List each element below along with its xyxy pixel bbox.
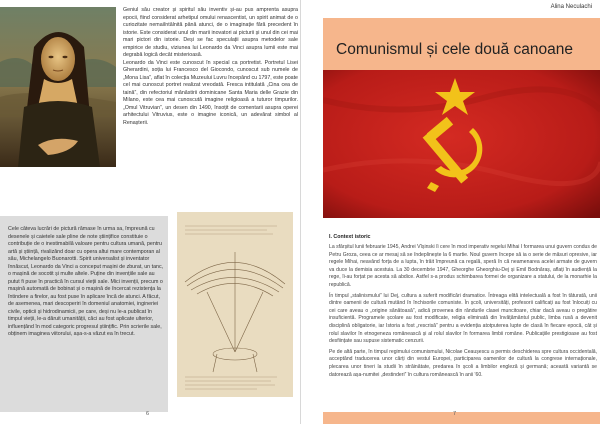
soviet-flag-image xyxy=(323,70,600,218)
page-number-right: 7 xyxy=(453,411,457,417)
right-page xyxy=(300,0,600,424)
bottom-accent-strip xyxy=(323,412,600,424)
flying-machine-sketch xyxy=(177,212,293,397)
intro-paragraph-2: Leonardo da Vinci este cunoscut în special ca portretist. Portretul Lisei Gherardini, soția lui Francesco del Giocondo, cunoscut sub numele de „Mona Lisa”, aflat în colecția Muzeului Luvru începând cu 1797, este poate cel mai cunoscut portret realizat vreodată. Fresca intitulată „Cina cea de taină”, din refectoriul mănăstirii dominicane Santa Maria delle Grazie din Milano, este cea mai cunoscută imagine religioasă a tuturor timpurilor. „Omul Vitruvian”, un desen din 1490, însoțit de comentarii asupra operei arhitectului Vitruvius, este o imagine iconică, un adevărat simbol al Renașterii. xyxy=(123,59,298,126)
intro-text xyxy=(123,7,298,127)
body-paragraph-2: În timpul „stalinismului” lui Dej, cultura a suferit modificări dramatice. Întreaga elită intelectuală a fost în tăturată, unii dintre oamenii de cultură mutând în închisorile comuniste. În școli, universități, profesorii calificați au fost înlocuiți cu cei care aveau o „origine sănătoasă”, adică provenea din rândurile clasei muncitoare, chiar dacă aveau o pregătire insuficientă. Programele școlare au fost modificate, religia eliminată din învățământul public, limba rusă a devenit disciplină obligatorie, iar Istoria a fost „rescrisă” pentru a evidenția atotputerea lupte de clasă în fiecare epocă, cât și rolul slavilor în etnogeneza românească și al rolul slavilor în formarea limbii române. Publicațiile prestigioase au fost desființate sau supuse sistematic cenzurii. xyxy=(329,292,597,345)
body-paragraph-1: La sfârșitul lunii februarie 1945, Andrei Vîșinski îi cere în mod imperativ regelui Mihai I formarea unui guvern condus de Petru Groza, ceea ce ar mesaj să se îndeplinește la 6 martie. Noul guvern începe să ia o serie de măsuri opresive, iar regele Mihai, neavând forța de a lupta, în trăit împreună ca regală, speră în că neamenarea acelei armate de guvern va duce la demisia acestuia. La 30 decembrie 1947, Gheorghe Gheorghiu-Dej și Emil Bodnăraș, aflați în audiență la rege, îi-au forțat pe acesta să abdice. Astfel s-a produs schimbarea formei de organizare a statului, de la monarhie la republică. xyxy=(329,244,597,288)
gray-box-text: Cele câteva lucrări de pictură rămase în urma sa, împreună cu desenele și caietele sale pline de note științifice constituie o contribuție de o inestimabilă valoare pentru cultura umană, pentru artă și știință, rivalizând doar cu opera altui mare contemporan al său, Michelangelo Buonarotti. Spirit universalist și inventator înnăscut, Leonardo da Vinci a conceput mașini de zburat, un tanc, o mașină de socotit și multe altele. Puține din invențiile sale au putut fi puse în practică în cursul vieții sale. Mici invenții, precum o mașină automată de bobinat și o mașină de încercat rezistența la întindere a firelor, au fost puse în aplicare încă de atunci. A făcut, de asemenea, mari descoperiri în domeniul anatomiei, ingineriei civile, opticii și hidrodinamicii, pe care, deși nu le-a publicat în timpul vieții, le-a dăruit umanității, căci au fost aplicate ulterior, influențând în mod categoric progresul științific. Prin scrierile sale, obținem imaginea viitorului, așa-s-a văzut ea în trecut. xyxy=(8,226,164,337)
page-number-left: 6 xyxy=(146,411,150,417)
article-body xyxy=(329,244,597,382)
article-title: Comunismul și cele două canoane xyxy=(336,41,573,58)
section-heading: I. Context istoric xyxy=(329,234,371,240)
mona-lisa-painting xyxy=(0,7,116,167)
author-name: Alina Neculachi xyxy=(550,4,592,10)
body-paragraph-3: Pe de altă parte, în timpul regimului comunismului, Nicolae Ceaușescu a permis deschiderea spre cultura occidentală, acceptând traducerea unor cărți din vestul Europei, participarea oamenilor de cultură la congrese internaționale, plecarea unor tineri la studii în străinătate, predarea în școli a limbilor engleză și germană; această variantă se datorează așa-numitei „destinderi” în cultura românească în anii '60. xyxy=(329,348,597,378)
intro-paragraph-1: Geniul său creator și spiritul său inventiv și-au pus amprenta asupra epocii, fiind considerat arhetipul omului renascentist, un spirit animat de o curiozitate nemaiîntâlnită până atunci, de o imaginație fără precedent în istorie. Este considerat unul din marii inovatori ai picturii și unul din cei mai mari pictori din istorie. Deși se fac speculații asupra metodelor sale empirice de studiu, viziunea lui Leonardo da Vinci asupra lumii este mai degrabă logică decât misterioasă. xyxy=(123,7,298,58)
